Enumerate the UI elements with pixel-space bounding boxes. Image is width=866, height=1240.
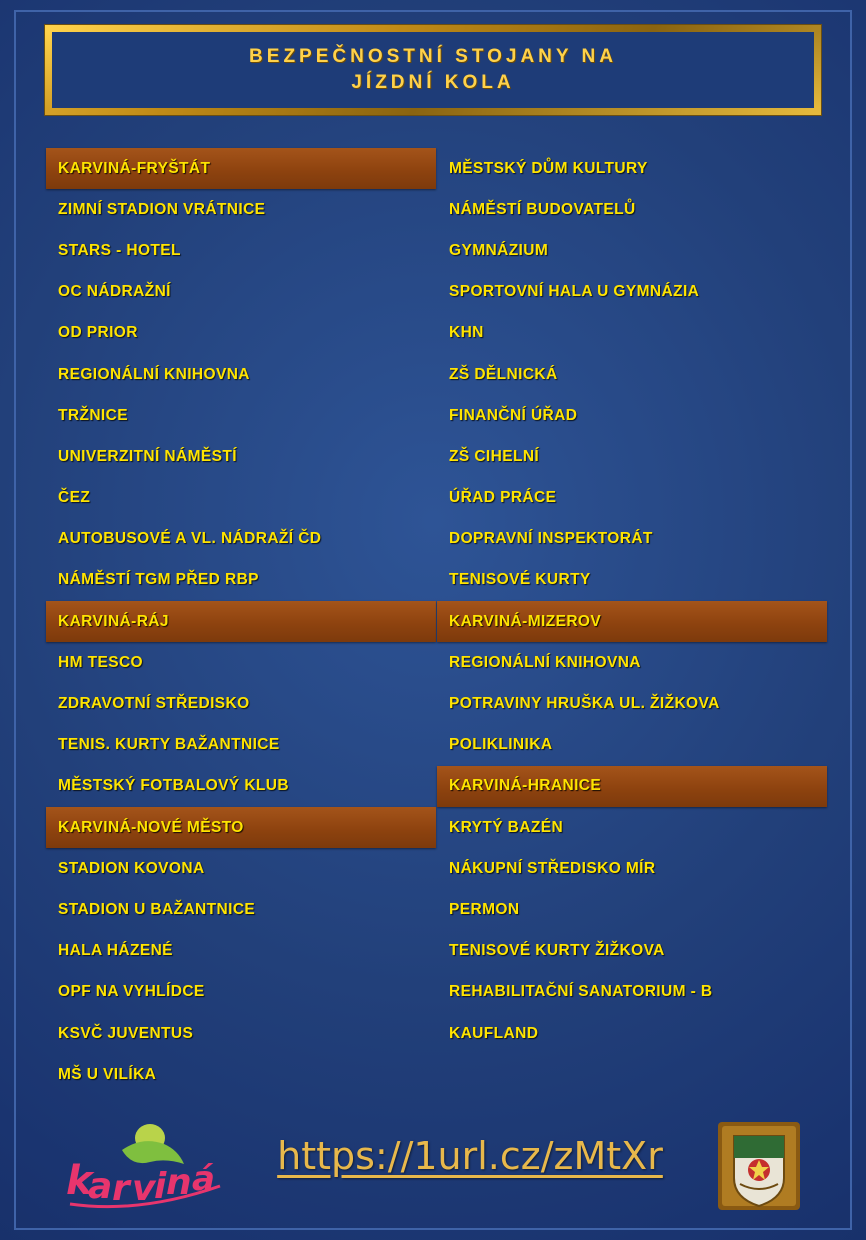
district-header-label: KARVINÁ-FRYŠTÁT — [58, 159, 211, 177]
location-row — [46, 766, 436, 807]
district-header-row — [46, 601, 436, 642]
karvina-logo — [62, 1120, 232, 1212]
location-label: REHABILITAČNÍ SANATORIUM - B — [449, 983, 713, 1001]
location-label: SPORTOVNÍ HALA U GYMNÁZIA — [449, 283, 700, 301]
right-column — [437, 148, 827, 1054]
location-label: KHN — [449, 324, 484, 342]
location-row — [437, 560, 827, 601]
location-row — [46, 889, 436, 930]
location-row — [437, 354, 827, 395]
district-header-row — [437, 766, 827, 807]
district-header-label: KARVINÁ-MIZEROV — [449, 612, 602, 630]
location-label: GYMNÁZIUM — [449, 241, 549, 259]
location-label: ZDRAVOTNÍ STŘEDISKO — [58, 695, 250, 713]
location-row — [46, 972, 436, 1013]
location-row — [437, 683, 827, 724]
location-label: TENISOVÉ KURTY — [449, 571, 591, 589]
footer — [0, 1112, 866, 1222]
location-label: UNIVERZITNÍ NÁMĚSTÍ — [58, 447, 237, 465]
location-label: MĚSTSKÝ FOTBALOVÝ KLUB — [58, 777, 289, 795]
location-row — [46, 642, 436, 683]
location-label: NÁMĚSTÍ BUDOVATELŮ — [449, 200, 636, 218]
location-label: TRŽNICE — [58, 406, 128, 424]
location-row — [437, 931, 827, 972]
location-row — [46, 1054, 436, 1095]
location-row — [437, 1013, 827, 1054]
district-header-label: KARVINÁ-RÁJ — [58, 612, 169, 630]
location-label: DOPRAVNÍ INSPEKTORÁT — [449, 530, 653, 548]
location-row — [437, 519, 827, 560]
location-label: ZIMNÍ STADION VRÁTNICE — [58, 200, 266, 218]
svg-text:r: r — [112, 1168, 130, 1209]
district-header-row — [46, 807, 436, 848]
district-header-label: KARVINÁ-HRANICE — [449, 777, 602, 795]
location-row — [46, 395, 436, 436]
location-label: OD PRIOR — [58, 324, 138, 342]
location-row — [46, 683, 436, 724]
location-row — [46, 189, 436, 230]
left-column — [46, 148, 436, 1095]
location-row — [437, 313, 827, 354]
location-row — [46, 519, 436, 560]
location-row — [46, 560, 436, 601]
district-header-row — [46, 148, 436, 189]
svg-text:á: á — [192, 1159, 215, 1199]
location-row — [437, 148, 827, 189]
location-label: TENISOVÉ KURTY ŽIŽKOVA — [449, 942, 665, 960]
location-row — [437, 889, 827, 930]
location-label: HALA HÁZENÉ — [58, 942, 173, 960]
location-row — [437, 848, 827, 889]
location-row — [46, 848, 436, 889]
title-inner — [249, 44, 617, 95]
svg-text:k: k — [66, 1158, 93, 1204]
location-row — [437, 807, 827, 848]
location-label: KRYTÝ BAZÉN — [449, 818, 564, 836]
location-label: NÁKUPNÍ STŘEDISKO MÍR — [449, 859, 656, 877]
location-label: NÁMĚSTÍ TGM PŘED RBP — [58, 571, 259, 589]
location-row — [437, 395, 827, 436]
location-row — [437, 478, 827, 519]
svg-text:i: i — [154, 1166, 167, 1207]
coat-of-arms-icon — [714, 1118, 804, 1214]
location-label: TENIS. KURTY BAŽANTNICE — [58, 736, 280, 754]
location-row — [46, 436, 436, 477]
svg-text:a: a — [88, 1166, 113, 1207]
location-row — [437, 230, 827, 271]
title-line-2: JÍZDNÍ KOLA — [351, 72, 515, 93]
location-label: ÚŘAD PRÁCE — [449, 489, 557, 507]
location-label: POLIKLINIKA — [449, 736, 553, 754]
location-label: AUTOBUSOVÉ A VL. NÁDRAŽÍ ČD — [58, 530, 322, 548]
location-row — [46, 313, 436, 354]
location-label: STARS - HOTEL — [58, 241, 181, 259]
location-row — [46, 478, 436, 519]
location-row — [437, 642, 827, 683]
location-label: ZŠ DĚLNICKÁ — [449, 365, 558, 383]
location-label: ZŠ CIHELNÍ — [449, 447, 540, 465]
location-row — [46, 272, 436, 313]
location-label: OC NÁDRAŽNÍ — [58, 283, 171, 301]
district-header-label: KARVINÁ-NOVÉ MĚSTO — [58, 818, 244, 836]
location-label: FINANČNÍ ÚŘAD — [449, 406, 578, 424]
location-row — [46, 354, 436, 395]
location-label: STADION U BAŽANTNICE — [58, 900, 256, 918]
location-row — [46, 230, 436, 271]
svg-text:v: v — [132, 1168, 156, 1209]
location-label: KSVČ JUVENTUS — [58, 1024, 194, 1042]
location-row — [46, 1013, 436, 1054]
location-row — [437, 189, 827, 230]
svg-text:n: n — [166, 1162, 192, 1203]
location-row — [46, 931, 436, 972]
location-row — [437, 725, 827, 766]
location-label: REGIONÁLNÍ KNIHOVNA — [58, 365, 250, 383]
location-label: REGIONÁLNÍ KNIHOVNA — [449, 653, 641, 671]
location-label: HM TESCO — [58, 653, 144, 671]
location-label: ČEZ — [58, 489, 91, 507]
location-label: PERMON — [449, 900, 520, 918]
location-label: MĚSTSKÝ DŮM KULTURY — [449, 159, 648, 177]
district-header-row — [437, 601, 827, 642]
location-row — [437, 972, 827, 1013]
location-label: OPF NA VYHLÍDCE — [58, 983, 205, 1001]
location-label: STADION KOVONA — [58, 859, 205, 877]
title-box — [45, 25, 821, 115]
location-row — [46, 725, 436, 766]
location-row — [437, 436, 827, 477]
location-label: MŠ U VILÍKA — [58, 1065, 157, 1083]
title-line-1: BEZPEČNOSTNÍ STOJANY NA — [249, 46, 617, 68]
location-label: KAUFLAND — [449, 1024, 539, 1042]
poster-url-link[interactable]: https://1url.cz/zMtXr — [277, 1134, 663, 1178]
location-row — [437, 272, 827, 313]
location-label: POTRAVINY HRUŠKA UL. ŽIŽKOVA — [449, 695, 720, 713]
